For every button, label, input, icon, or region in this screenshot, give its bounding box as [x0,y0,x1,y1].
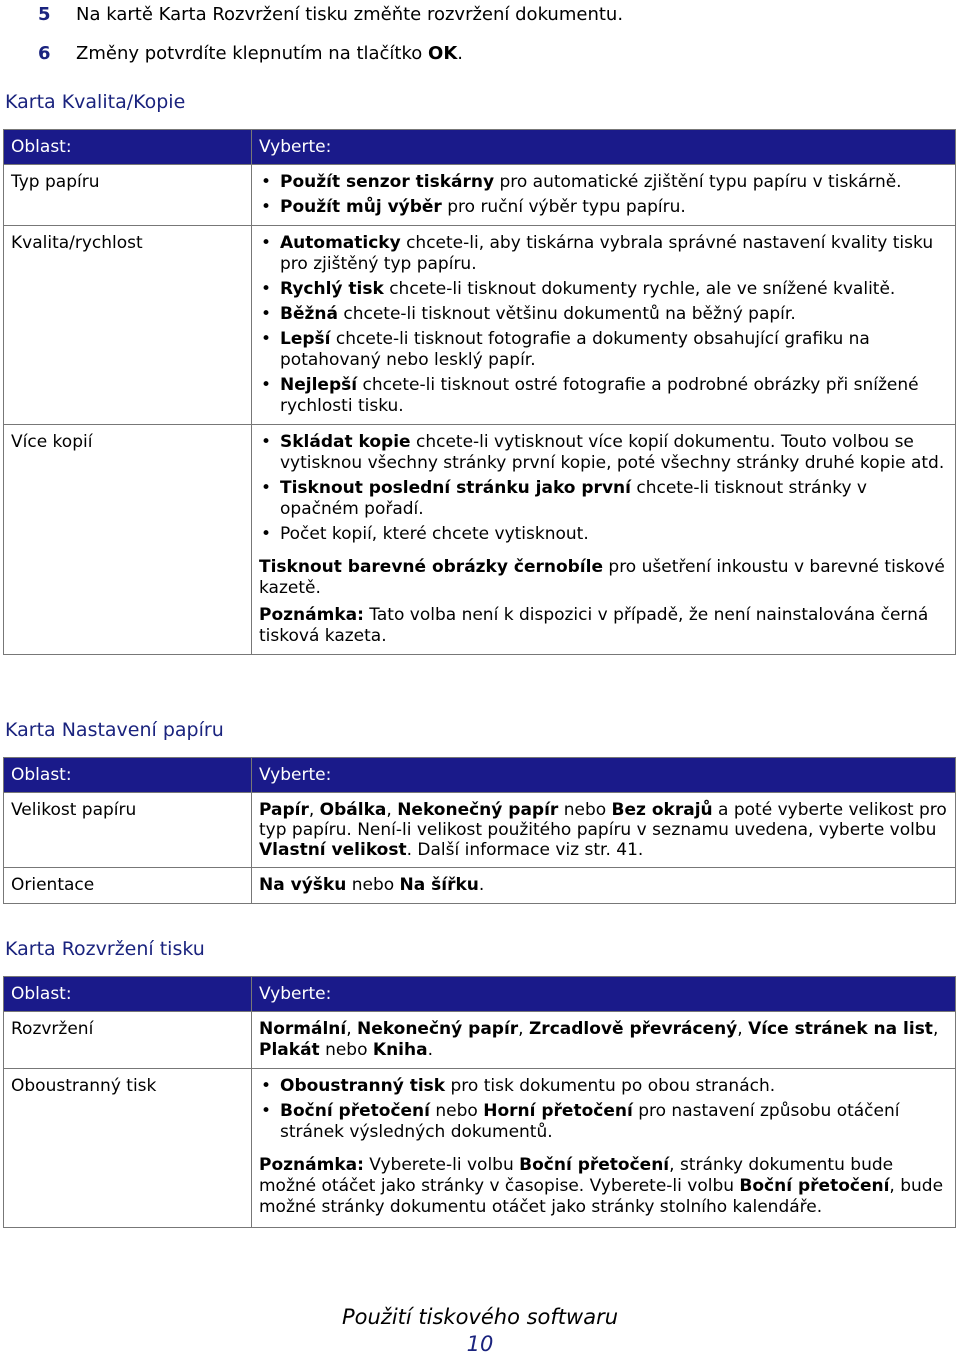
header-choose: Vyberte: [252,758,956,793]
page-number: 10 [466,1332,494,1356]
section-title-layout: Karta Rozvržení tisku [5,938,205,960]
header-area: Oblast: [4,977,252,1012]
header-choose: Vyberte: [252,977,956,1012]
table-header-row [4,977,956,1012]
section-title-paper: Karta Nastavení papíru [5,719,224,741]
step-text: Na kartě Karta Rozvržení tisku změňte rozvržení dokumentu. [76,4,624,25]
list-item: • Počet kopií, které chcete vytisknout. [259,524,947,545]
list-item: • Rychlý tisk chcete-li tisknout dokumenty rychle, ale ve snížené kvalitě. [259,279,947,300]
header-choose: Vyberte: [252,130,956,165]
row-area: Typ papíru [4,165,252,226]
row-choices [252,226,956,425]
list-item: • Nejlepší chcete-li tisknout ostré fotografie a podrobné obrázky při snížené rychlosti tisku. [259,375,947,417]
list-item: • Běžná chcete-li tisknout většinu dokumentů na běžný papír. [259,304,947,325]
row-choices: Normální, Nekonečný papír, Zrcadlově převrácený, Více stránek na list, Plakát nebo Kniha. [252,1012,956,1069]
header-area: Oblast: [4,758,252,793]
paper-table [3,757,956,904]
row-choices: Papír, Obálka, Nekonečný papír nebo Bez okrajů a poté vyberte velikost pro typ papíru. Není-li velikost použitého papíru v seznamu uvedena, vyberte volbu Vlastní velikost. Další informace viz str. 41. [252,793,956,868]
list-item: • Oboustranný tisk pro tisk dokumentu po obou stranách. [259,1076,947,1097]
row-choices [252,425,956,655]
row-choices [252,165,956,226]
row-area: Velikost papíru [4,793,252,868]
table-header-row [4,758,956,793]
note-paragraph: Poznámka: Vyberete-li volbu Boční přetočení, stránky dokumentu bude možné otáčet jako stránky v časopise. Vyberete-li volbu Boční přetočení, bude možné stránky dokumentu otáčet jako stránky stolního kalendáře. [259,1155,944,1217]
table-header-row [4,130,956,165]
row-choices [252,1069,956,1228]
list-item: • Automaticky chcete-li, aby tiskárna vybrala správné nastavení kvality tisku pro zjištěný typ papíru. [259,233,947,275]
list-item: • Boční přetočení nebo Horní přetočení pro nastavení způsobu otáčení stránek výsledných dokumentů. [259,1101,947,1143]
row-area: Oboustranný tisk [4,1069,252,1228]
list-item: • Použít senzor tiskárny pro automatické zjištění typu papíru v tiskárně. [259,172,947,193]
row-area: Rozvržení [4,1012,252,1069]
row-choices: Na výšku nebo Na šířku. [252,868,956,904]
layout-table [3,976,956,1228]
row-area: Více kopií [4,425,252,655]
list-item: • Lepší chcete-li tisknout fotografie a dokumenty obsahující grafiku na potahovaný nebo lesklý papír. [259,329,947,371]
table-row [4,425,956,655]
quality-table [3,129,956,655]
step-number: 6 [38,43,51,64]
list-item: • Tisknout poslední stránku jako první chcete-li tisknout stránky v opačném pořadí. [259,478,947,520]
row-area: Orientace [4,868,252,904]
header-area: Oblast: [4,130,252,165]
row-area: Kvalita/rychlost [4,226,252,425]
table-row [4,868,956,904]
list-item: • Použít můj výběr pro ruční výběr typu papíru. [259,197,947,218]
table-row [4,165,956,226]
step-number: 5 [38,4,51,25]
table-row [4,1012,956,1069]
paragraph-grayscale: Tisknout barevné obrázky černobíle pro ušetření inkoustu v barevné tiskové kazetě. [259,557,945,598]
step-text: Změny potvrdíte klepnutím na tlačítko OK. [76,43,463,64]
table-row [4,1069,956,1228]
footer-title: Použití tiskového softwaru [341,1305,619,1329]
table-row [4,793,956,868]
list-item: • Skládat kopie chcete-li vytisknout více kopií dokumentu. Touto volbou se vytisknou všechny stránky první kopie, poté všechny stránky druhé kopie atd. [259,432,947,474]
table-row [4,226,956,425]
section-title-quality: Karta Kvalita/Kopie [5,91,186,113]
note-paragraph: Poznámka: Tato volba není k dispozici v případě, že není nainstalována černá tisková kazeta. [259,605,929,646]
